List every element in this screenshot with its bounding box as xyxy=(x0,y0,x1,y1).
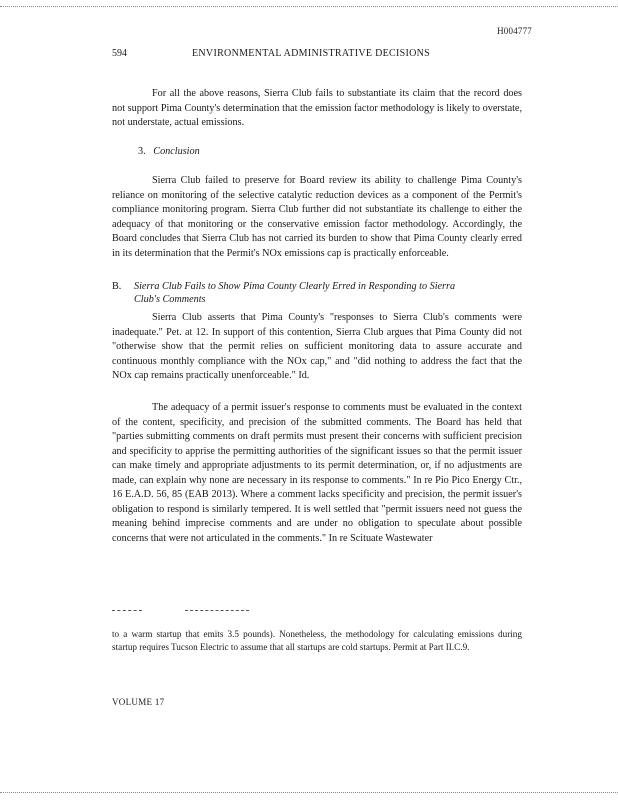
paragraph-2-text: Sierra Club failed to preserve for Board review its ability to challenge Pima County's reliance on monitoring of the selective catalytic reduction devices as a component of the Permit's compliance monitoring program. Sierra Club further did not substantiate its challenge to either the adequacy of that monitoring or the conservative emission factor methodology. Accordingly, the Board concludes that Sierra Club has not carried its burden to show that Pima County clearly erred in its determination that the Permit's NOx emissions cap is practically enforceable. xyxy=(112,175,522,259)
section-label: Conclusion xyxy=(153,146,200,157)
bottom-scan-border xyxy=(0,792,618,793)
footnote-separator-short xyxy=(112,610,142,611)
paragraph-4-text: The adequacy of a permit issuer's response to comments must be evaluated in the context of the content, specificity, and precision of the submitted comments. The Board has held that "parties submitting comments on draft permits must present their concerns with sufficient precision and specificity to apprise the permitting authorities of the significant issues so that the permit issuer can make timely and appropriate adjustments to its permit determination, or, if no adjustments are made, can explain why none are necessary in its response to comments." In re Pio Pico Energy Ctr., 16 E.A.D. 56, 85 (EAB 2013). Where a comment lacks specificity and precision, the permit issuer's obligation to respond is similarly tempered. It is well settled that "permit issuers need not guess the meaning behind imprecise comments and are under no obligation to speculate about possible concerns that were not articulated in the comments." In re Scituate Wastewater xyxy=(112,402,522,544)
paragraph-1-text: For all the above reasons, Sierra Club fails to substantiate its claim that the record does not support Pima County's determination that the emission factor methodology is likely to overstate, not understate, actual emissions. xyxy=(112,88,522,128)
page-number: 594 xyxy=(112,48,127,59)
section-heading-b-line1: Sierra Club Fails to Show Pima County Clearly Erred in Responding to Sierra xyxy=(134,281,456,292)
footnote xyxy=(112,628,522,654)
section-heading-conclusion xyxy=(138,146,200,157)
paragraph-3 xyxy=(112,311,522,384)
section-number: 3. xyxy=(138,146,146,157)
paragraph-1 xyxy=(112,87,522,131)
footnote-separator-long xyxy=(185,610,249,611)
section-heading-b xyxy=(112,280,522,306)
top-scan-border xyxy=(0,6,618,7)
section-letter: B. xyxy=(112,281,122,292)
paragraph-4 xyxy=(112,401,522,546)
paragraph-3-text: Sierra Club asserts that Pima County's "responses to Sierra Club's comments were inadequate." Pet. at 12. In support of this contention, Sierra Club argues that Pima County did not "otherwise show that the permit relies on sufficient monitoring data to assure accurate and continuous monthly compliance with the NOx cap," and "did nothing to address the fact that the NOx cap remains practically unenforceable." Id. xyxy=(112,312,522,381)
running-title: ENVIRONMENTAL ADMINISTRATIVE DECISIONS xyxy=(192,48,430,59)
section-heading-b-line2: Club's Comments xyxy=(134,294,206,305)
paragraph-2 xyxy=(112,174,522,261)
footnote-text: to a warm startup that emits 3.5 pounds). Nonetheless, the methodology for calculating emissions during startup requires Tucson Electric to assume that all startups are cold startups. Permit at Part II.C.9. xyxy=(112,629,522,652)
volume-label: VOLUME 17 xyxy=(112,697,165,707)
bates-number: H004777 xyxy=(497,26,532,36)
